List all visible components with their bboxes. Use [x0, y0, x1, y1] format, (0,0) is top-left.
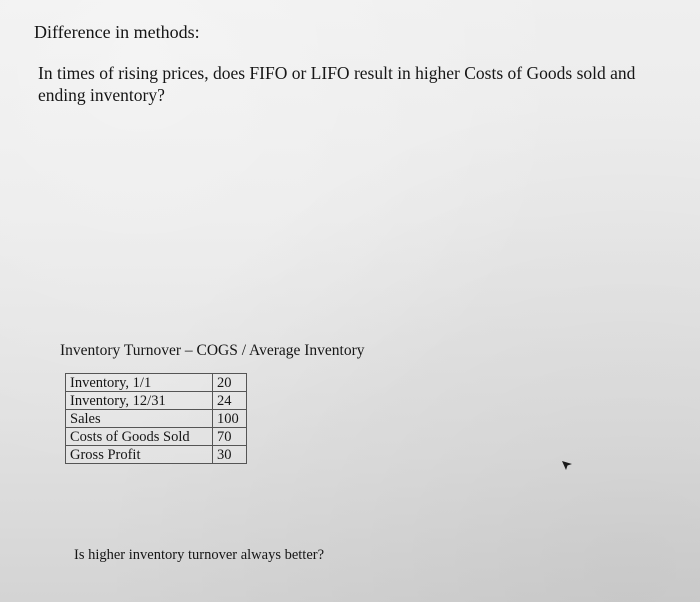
- pointer-arrow-icon: [561, 460, 573, 472]
- question-text: In times of rising prices, does FIFO or LIFO result in higher Costs of Goods sold and ending inventory?: [38, 63, 636, 105]
- row-value: 24: [213, 392, 247, 410]
- row-label: Sales: [66, 410, 213, 428]
- formula-text: Inventory Turnover – COGS / Average Inventory: [60, 342, 365, 359]
- row-label: Gross Profit: [66, 446, 213, 464]
- inventory-data-table: [65, 373, 247, 464]
- row-label: Inventory, 12/31: [66, 392, 213, 410]
- row-label: Inventory, 1/1: [66, 374, 213, 392]
- row-value: 100: [213, 410, 247, 428]
- row-value: 30: [213, 446, 247, 464]
- table-row: [66, 446, 247, 464]
- table-row: [66, 428, 247, 446]
- section-heading: Difference in methods:: [34, 22, 200, 42]
- table-row: [66, 374, 247, 392]
- followup-question: Is higher inventory turnover always better?: [74, 547, 325, 563]
- row-value: 70: [213, 428, 247, 446]
- row-label: Costs of Goods Sold: [66, 428, 213, 446]
- table-row: [66, 410, 247, 428]
- row-value: 20: [213, 374, 247, 392]
- table-row: [66, 392, 247, 410]
